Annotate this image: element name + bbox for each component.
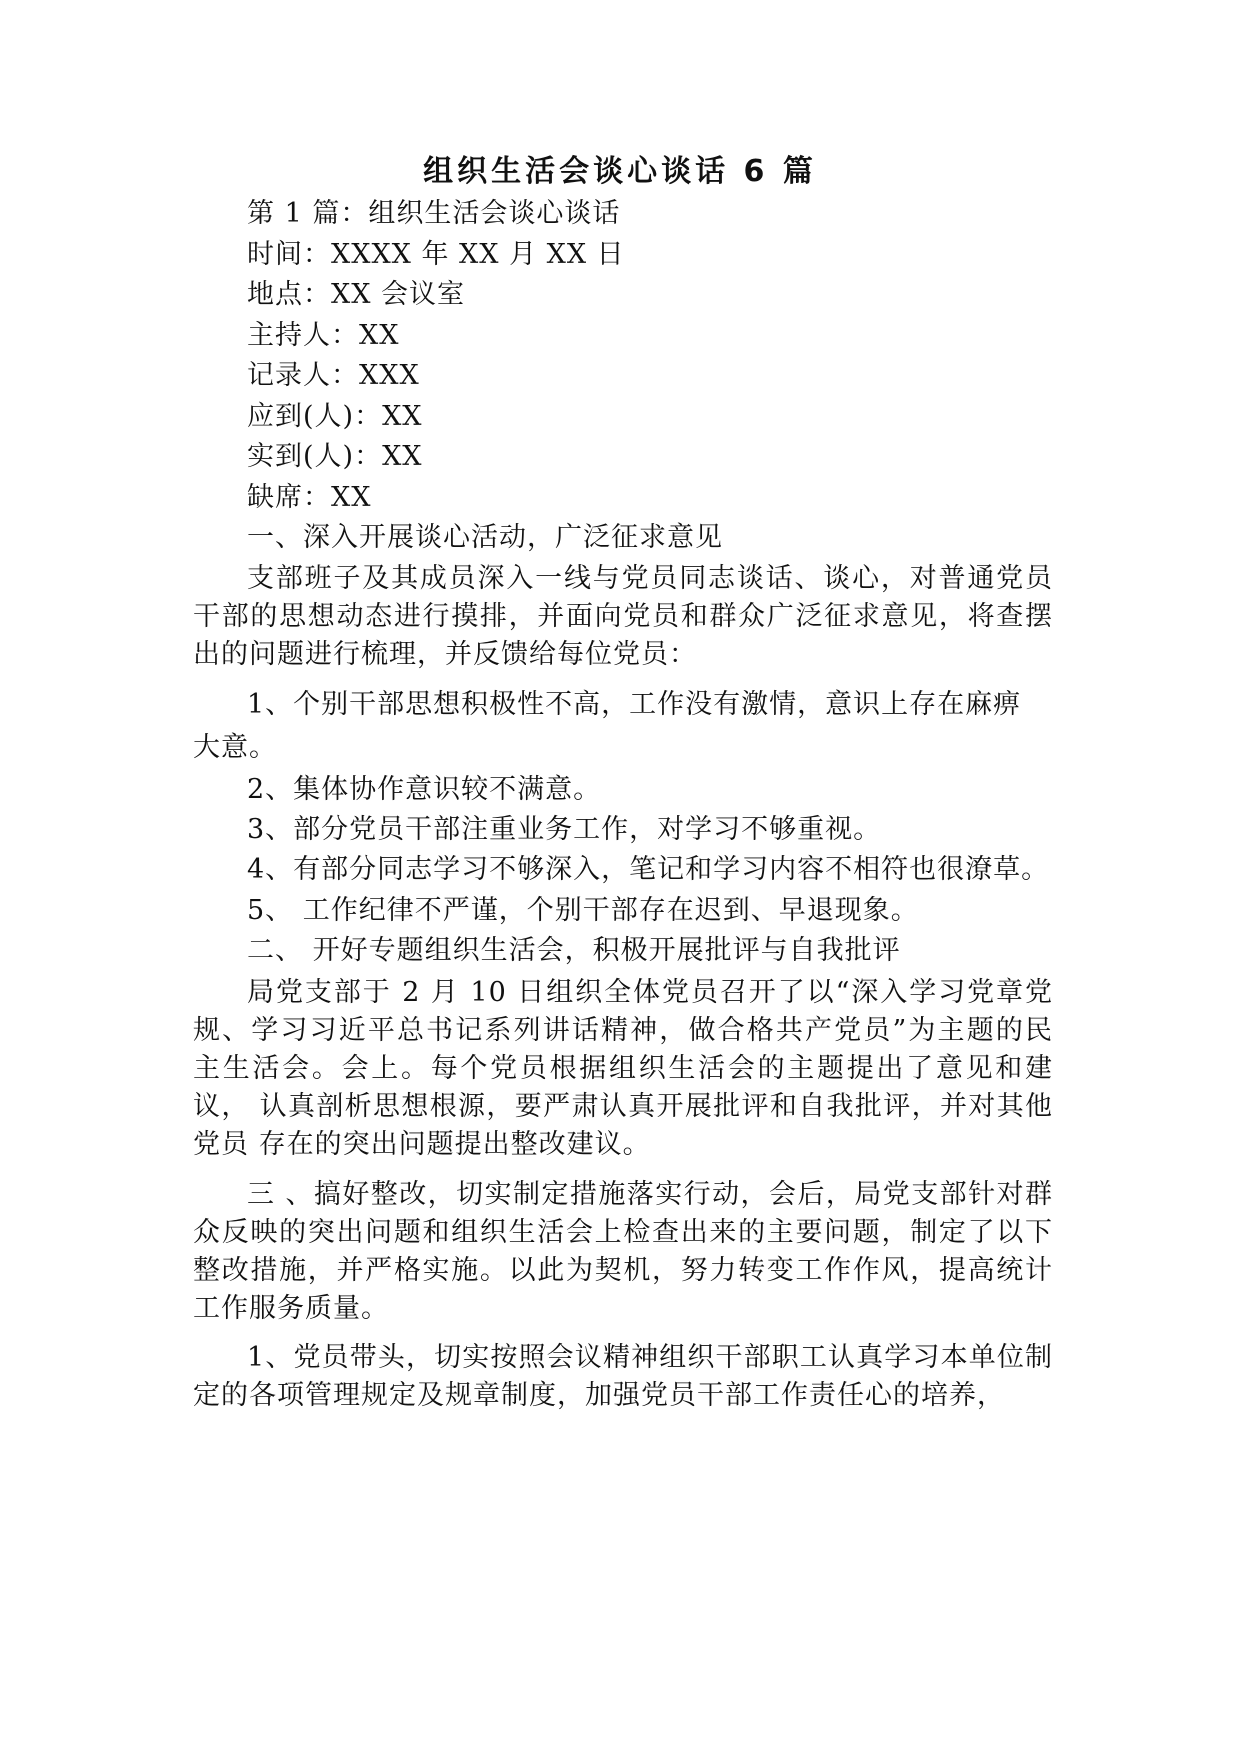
- section1-item1-line1: 1、个别干部思想积极性不高，工作没有激情，意识上存在麻痹: [247, 689, 1022, 720]
- section1-item4: 4、有部分同志学习不够深入，笔记和学习内容不相符也很潦草。: [247, 854, 1050, 885]
- meeting-place: 地点：XX 会议室: [247, 279, 466, 310]
- document-title: 组织生活会谈心谈话 6 篇: [423, 154, 817, 189]
- section1-item2: 2、集体协作意识较不满意。: [247, 774, 602, 805]
- section1-paragraph: 支部班子及其成员深入一线与党员同志谈话、谈心，对普通党员 干部的思想动态进行摸排，并面向党员和群众广泛征求意见，将查摆 出的问题进行梳理，并反馈给每位党员：: [193, 563, 1053, 670]
- part-heading: 第 1 篇：组织生活会谈心谈话: [247, 198, 621, 229]
- section2-heading: 二、 开好专题组织生活会，积极开展批评与自我批评: [247, 935, 901, 966]
- meeting-recorder: 记录人：XXX: [247, 360, 420, 391]
- section1-item3: 3、部分党员干部注重业务工作，对学习不够重视。: [247, 814, 882, 845]
- section1-item1-line2: 大意。: [193, 732, 277, 763]
- section1-item5: 5、 工作纪律不严谨，个别干部存在迟到、早退现象。: [247, 895, 919, 926]
- attendance-expected: 应到(人)：XX: [247, 401, 423, 432]
- section2-paragraph: 局党支部于 2 月 10 日组织全体党员召开了以“深入学习党章党 规、学习习近平总书记系列讲话精神，做合格共产党员”为主题的民 主生活会。会上。每个党员根据组织生活会的主题提出了意见和建议， 认真剖析思想根源，要严肃认真开展批评和自我批评，并对其他党员 存在的突出问题提出整改建议。: [193, 977, 1053, 1160]
- attendance-absent: 缺席：XX: [247, 482, 372, 513]
- meeting-host: 主持人：XX: [247, 320, 400, 351]
- attendance-actual: 实到(人)：XX: [247, 441, 423, 472]
- meeting-time: 时间：XXXX 年 XX 月 XX 日: [247, 239, 625, 270]
- section3-paragraph: 三 、搞好整改，切实制定措施落实行动，会后，局党支部针对群 众反映的突出问题和组织生活会上检查出来的主要问题，制定了以下 整改措施，并严格实施。以此为契机，努力转变工作作风，提高统计 工作服务质量。: [193, 1179, 1053, 1324]
- section3-item1: 1、党员带头，切实按照会议精神组织干部职工认真学习本单位制定的各项管理规定及规章制度，加强党员干部工作责任心的培养，: [193, 1342, 1053, 1411]
- section1-heading: 一、深入开展谈心活动，广泛征求意见: [247, 522, 723, 553]
